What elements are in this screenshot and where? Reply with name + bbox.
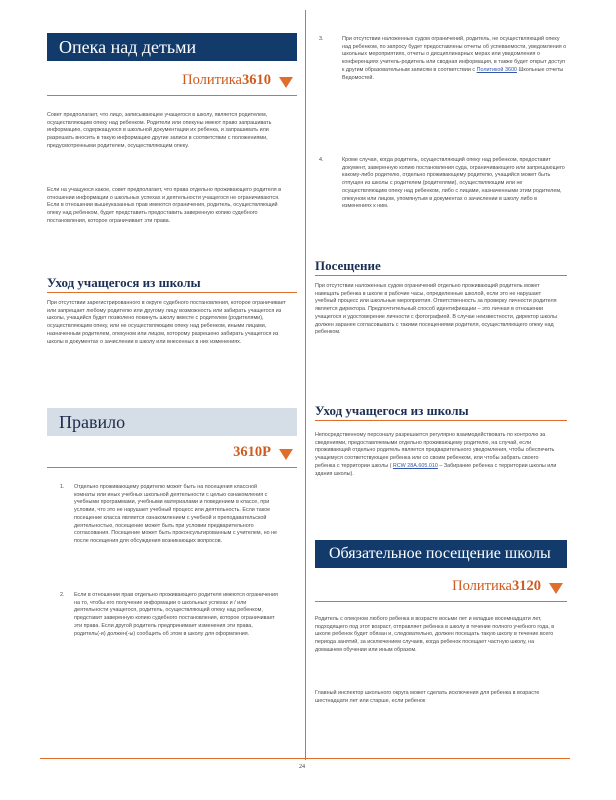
section-title-child-custody: Опека над детьми bbox=[47, 33, 297, 61]
list-number: 3. bbox=[319, 36, 324, 42]
list-number: 1. bbox=[60, 484, 65, 490]
paragraph: При отсутствии наложенных судом ограничений отдельно проживающий родитель может навещать ребенка в школе в рабочие часы, определенные школой, если это не нарушает учебный процесс или школьные мероприятия. Ответственность за проверку личности родителя является директора. Предпочтительный способ идентификации – это личная в отношении учащегося и удостоверение личности с фотографией. В случае неизвестности, директор школы должен заранее согласовывать с такими посещениями родителя, осуществляющего опеку над ребенком. bbox=[315, 283, 557, 336]
policy-header bbox=[47, 72, 297, 96]
subheading-visitation: Посещение bbox=[315, 258, 381, 273]
policy-label: Политика3610 bbox=[182, 72, 271, 88]
list-item: При отсутствии наложенных судом ограничений, родитель, не осуществляющий опеку над ребенком, по запросу будет предоставлены отчеты об успеваемости, уведомления о школьных мероприятиях, отчеты о дисциплинарных мерах или уведомления о конференциях учитель-родитель или сводная информация, в также будет открыт доступ к другим образовательным записям в соответствии с Политикой 3600 Школьные отчеты Ведомостей. bbox=[342, 36, 567, 81]
list-number: 2. bbox=[60, 592, 65, 598]
policy-header bbox=[315, 578, 567, 602]
subheading-student-leaving: Уход учащегося из школы bbox=[315, 403, 469, 418]
section-title-rule: Правило bbox=[47, 408, 297, 436]
page-number: 24 bbox=[299, 764, 305, 770]
column-divider bbox=[305, 10, 306, 760]
paragraph: Если на учащуюся какое, совет предполагает, что права отдельно проживающего родителя в отношении информации о школьных успехах и деятельности учащегося не ограничиваются. Если в отношении вышеуказанных прав имеются ограничения, родитель, осуществляющий опеку над ребенком, будет представить предоставить заверенную копию судебного постановления, которое ограничивает эти права. bbox=[47, 187, 282, 224]
paragraph: Главный инспектор школьного округа может сделать исключения для ребенка в возрасте шестнадцати лет или старше, если ребенок bbox=[315, 690, 540, 704]
triangle-down-icon bbox=[279, 449, 293, 460]
rule-label: 3610Р bbox=[233, 444, 271, 460]
list-number: 4. bbox=[319, 157, 324, 163]
divider bbox=[315, 275, 567, 276]
section-title-attendance: Обязательное посещение школы bbox=[315, 540, 567, 568]
paragraph: Родитель с опекуном любого ребенка в возрасте восьми лет и младше восемнадцати лет, подходящего под этот возраст, отправляет ребенка в школу в течение полного учебного года, в школе ребенок будет обязан и, следовательно, должен посещать такую школу в течение всего периода занятий, за исключением случаев, когда ребенок посещает частную школу, на домашнем обучении или иным образом. bbox=[315, 616, 555, 653]
list-item: Отдельно проживающему родителю может быть на посещения классной комнаты или иных учебных школьной деятельности с целью ознакомления с учебными программами, учебными материалами и поведением в классе, при условии, что это не нарушает учебный процесс или деятельность. Если такое посещение класса является ознакомлением с учебной и преподавательской деятельностью, посещение может быть при условии предварительного согласования. Посещение может быть проконсультированным с учителем, но не после посещения для обсуждения возникающих вопросов. bbox=[74, 484, 278, 544]
divider bbox=[315, 420, 567, 421]
list-item: Кроме случая, когда родитель, осуществляющий опеку над ребенком, предоставит документ, заверенную копию постановления суда, ограничивающего или запрещающего какому-либо родителю, отдельно проживающему родителю, учащийся может быть отпущен из школы с родителем (родителями), осуществляющим или не осуществляющим опеку над ребенком, либо с лицами, назначенными этим родителем, опекуном или лицом, упомянутым в документах о зачислении в школу либо в изменениях к ним. bbox=[342, 157, 565, 210]
rule-header bbox=[47, 444, 297, 468]
footer-line bbox=[40, 758, 570, 759]
rcw-link[interactable]: RCW 28A.605.010 bbox=[392, 462, 438, 469]
divider bbox=[47, 292, 297, 293]
paragraph: Совет предполагает, что лицо, записывающее учащегося в школу, является родителем, осуществляющим опеку над ребенком. Родители или опекуны имеют право запрашивать информацию, содержащуюся в школьной документации их ребенка, и запрашивать или разрешать вносить в такую информацию другие записи в соответствии с положениями, предусмотренными родителем, осуществляющим опеку. bbox=[47, 112, 272, 149]
list-item: Если в отношении прав отдельно проживающего родителя имеются ограничения на то, чтобы его получение информации о школьных успехах и / или деятельности учащегося, родитель, осуществляющий опеку над ребенком, представит заверенную копию судебного постановления, которое ограничивает эти права. Если другой родитель предпринимает изменения эти права, родитель(-и) должен(-ы) сообщить об этом в школу для оформления. bbox=[74, 592, 278, 637]
policy-label: Политика3120 bbox=[452, 578, 541, 594]
triangle-down-icon bbox=[279, 77, 293, 88]
triangle-down-icon bbox=[549, 583, 563, 594]
paragraph: При отсутствии зарегистрированного в округе судебного постановления, которое ограничивает или запрещает любому родителю или другому лицу возможность или забирать учащегося из школы, учащийся будет позволено покинуть школу вместе с родителем (родителями), осуществляющим опеку, или не осуществляющим опеку над ребенком, иными лицами, назначенным родителем, опекуном или лицом, которому разрешено забирать учащегося из школы в документах о зачислении в школу или внесенных в них изменениях. bbox=[47, 300, 286, 345]
policy-3600-link[interactable]: Политикой 3600 bbox=[476, 66, 517, 73]
subheading-student-leaving: Уход учащегося из школы bbox=[47, 275, 201, 290]
paragraph: Непосредственному персоналу разрешается регулярно взаимодействовать по контролю за сведениями, предоставляемыми отдельно проживающему родителю, на случай, если проживающий отдельно родитель является предварительного уведомления, чтобы обеспечить учащемуся соответствующее ребенка или со своим ребенком, или чтобы забрать своего ребенка с территории школы ( RCW 28A.605.010 – Забирание ребенка с территории школы или здания школы). bbox=[315, 432, 557, 477]
